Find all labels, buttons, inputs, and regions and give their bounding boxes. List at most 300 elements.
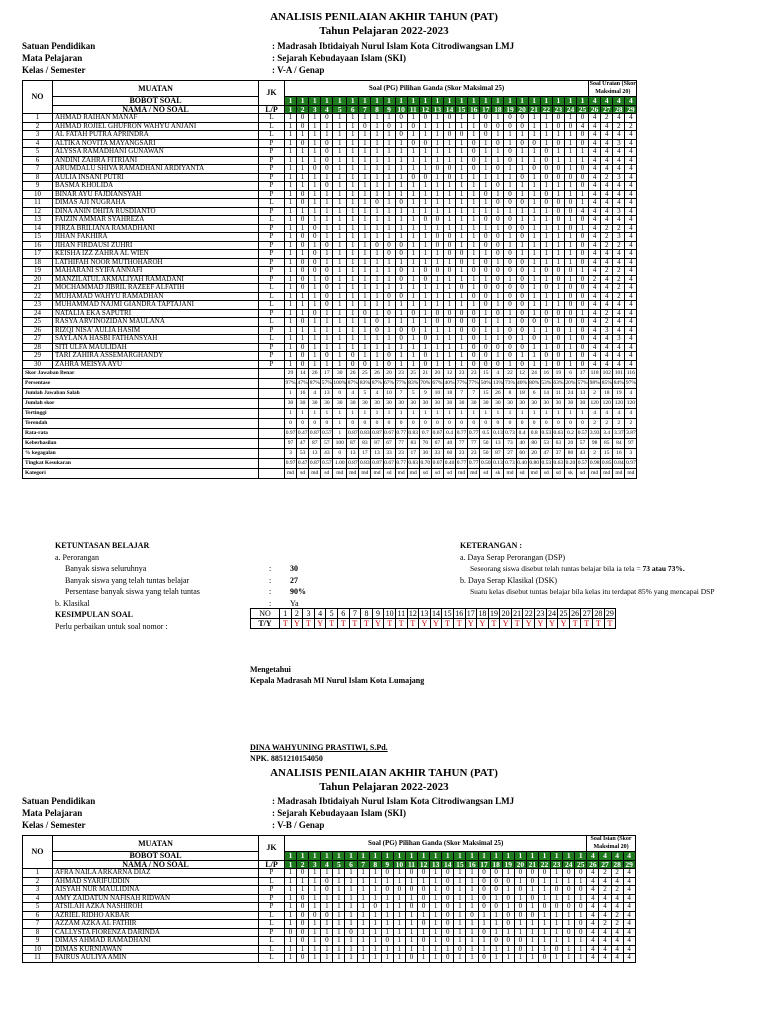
stat-cell: 5	[407, 389, 419, 399]
score-cell: 3	[601, 326, 613, 335]
score-table-2	[22, 835, 636, 963]
score-cell: 0	[552, 360, 564, 369]
score-cell: 1	[540, 216, 552, 225]
score-cell: 0	[577, 114, 589, 123]
student-name: ZAHRA MEISYA AYU	[53, 360, 259, 369]
score-cell: 1	[492, 207, 504, 216]
question-number: 1	[285, 105, 297, 114]
score-cell: 0	[528, 335, 540, 344]
score-cell: 0	[528, 139, 540, 148]
score-cell: 1	[357, 903, 369, 912]
score-cell: 1	[552, 156, 564, 165]
student-gender: L	[259, 292, 285, 301]
score-cell: 1	[492, 301, 504, 310]
score-cell: 0	[419, 335, 431, 344]
score-cell: 1	[393, 920, 405, 929]
ty-number-row	[251, 609, 616, 619]
score-cell: 0	[309, 250, 321, 259]
student-gender: P	[259, 309, 285, 318]
score-cell: 0	[538, 903, 550, 912]
score-cell: 1	[577, 267, 589, 276]
student-name: MUHAMMAD NAJMI GIANDRA TAPTAJANI	[53, 301, 259, 310]
score-cell: 4	[613, 301, 625, 310]
score-cell: 1	[431, 284, 443, 293]
question-number: 13	[430, 860, 442, 869]
score-cell: 4	[625, 318, 637, 327]
score-cell: 1	[526, 928, 538, 937]
score-cell: 1	[359, 190, 371, 199]
bobot-cell: 1	[502, 852, 514, 861]
score-cell: 0	[456, 318, 468, 327]
stat-cell: 40	[516, 439, 528, 449]
stat-cell: md	[395, 469, 407, 479]
stat-cell: 13	[492, 439, 504, 449]
score-cell: 0	[405, 954, 417, 963]
stat-cell: 7	[395, 389, 407, 399]
stat-cell: 20%	[564, 379, 576, 389]
stat-cell: 0	[516, 419, 528, 429]
score-cell: 0	[504, 301, 516, 310]
score-cell: 2	[601, 267, 613, 276]
score-cell: 1	[285, 886, 297, 895]
score-cell: 0	[514, 903, 526, 912]
ketuntasan-colon: :	[269, 575, 272, 585]
student-no: 17	[23, 250, 53, 259]
stat-cell: md	[456, 469, 468, 479]
stat-cell: 98%	[589, 379, 601, 389]
student-row	[23, 360, 637, 369]
stat-cell: md	[347, 469, 359, 479]
score-cell: 1	[492, 224, 504, 233]
score-cell: 1	[480, 275, 492, 284]
stat-cell: 73	[504, 439, 516, 449]
bobot-cell: 1	[405, 852, 417, 861]
stat-cell: 0.50	[480, 459, 492, 469]
nama-label: NAMA / NO SOAL	[53, 105, 259, 114]
score-cell: 1	[309, 241, 321, 250]
stat-cell: 30	[468, 399, 480, 409]
dsp-value: 73 atau 73%.	[642, 564, 685, 573]
question-number: 14	[443, 105, 455, 114]
score-cell: 1	[430, 894, 442, 903]
score-cell: 0	[321, 911, 333, 920]
score-cell: 1	[528, 148, 540, 157]
score-cell: 1	[528, 352, 540, 361]
score-cell: 0	[492, 360, 504, 369]
stat-cell: 0.84	[613, 459, 625, 469]
score-cell: 1	[285, 250, 297, 259]
score-cell: 1	[345, 886, 357, 895]
score-cell: 0	[456, 284, 468, 293]
student-gender: P	[259, 173, 285, 182]
score-cell: 0	[431, 267, 443, 276]
score-cell: 4	[623, 945, 635, 954]
score-cell: 0	[492, 275, 504, 284]
score-cell: 1	[333, 945, 345, 954]
score-cell: 1	[443, 182, 455, 191]
question-number: 25	[577, 105, 589, 114]
stat-cell: 30	[480, 399, 492, 409]
question-number: 19	[502, 860, 514, 869]
score-cell: 1	[431, 122, 443, 131]
stat-cell: sd	[321, 469, 333, 479]
stat-cell: 30	[309, 399, 321, 409]
stat-cell: 1	[419, 409, 431, 419]
score-cell: 0	[490, 937, 502, 946]
student-gender: P	[259, 352, 285, 361]
score-cell: 1	[466, 954, 478, 963]
score-cell: 0	[381, 869, 393, 878]
score-cell: 1	[371, 335, 383, 344]
score-cell: 4	[613, 258, 625, 267]
score-cell: 1	[492, 114, 504, 123]
question-number: 17	[478, 860, 490, 869]
score-cell: 1	[369, 945, 381, 954]
stat-cell: 13	[577, 389, 589, 399]
question-number: 9	[381, 860, 393, 869]
score-cell: 1	[563, 911, 575, 920]
score-cell: 0	[369, 903, 381, 912]
stat-cell: 80%	[528, 379, 540, 389]
score-cell: 0	[551, 886, 563, 895]
stat-cell: 1	[285, 409, 297, 419]
score-cell: 1	[381, 911, 393, 920]
stat-cell: 100%	[333, 379, 347, 389]
score-cell: 0	[575, 869, 587, 878]
stat-cell: 0.97	[285, 429, 297, 439]
stat-blank	[259, 389, 285, 399]
stat-cell: 0	[504, 419, 516, 429]
score-cell: 1	[345, 911, 357, 920]
score-cell: 1	[369, 920, 381, 929]
ty-value: Y	[523, 619, 535, 629]
score-cell: 1	[297, 877, 309, 886]
score-cell: 0	[297, 216, 309, 225]
score-cell: 1	[516, 216, 528, 225]
score-cell: 0	[309, 224, 321, 233]
score-cell: 1	[371, 224, 383, 233]
score-cell: 0	[297, 343, 309, 352]
score-cell: 1	[456, 233, 468, 242]
score-cell: 0	[577, 233, 589, 242]
score-cell: 4	[589, 318, 601, 327]
score-cell: 1	[443, 148, 455, 157]
bobot-cell: 1	[297, 97, 309, 106]
score-cell: 4	[625, 343, 637, 352]
score-cell: 1	[540, 182, 552, 191]
score-cell: 4	[623, 920, 635, 929]
stat-cell: 0	[371, 419, 383, 429]
student-gender: L	[259, 122, 285, 131]
score-cell: 0	[443, 165, 455, 174]
score-cell: 4	[601, 199, 613, 208]
score-cell: 1	[418, 954, 430, 963]
ty-value: Y	[314, 619, 326, 629]
stat-cell: 30	[492, 399, 504, 409]
stat-cell: 30	[333, 399, 347, 409]
stat-cell: 23	[395, 449, 407, 459]
score-cell: 4	[587, 869, 599, 878]
student-row	[23, 131, 637, 140]
stat-cell: 0.53	[540, 429, 552, 439]
score-cell: 0	[492, 241, 504, 250]
stat-cell: 3.37	[613, 429, 625, 439]
stat-cell: 1	[309, 409, 321, 419]
score-cell: 0	[309, 309, 321, 318]
question-number: 26	[587, 860, 599, 869]
score-cell: 1	[538, 928, 550, 937]
score-cell: 1	[297, 207, 309, 216]
student-row	[23, 928, 636, 937]
score-cell: 1	[285, 233, 297, 242]
score-cell: 1	[407, 352, 419, 361]
score-cell: 1	[395, 301, 407, 310]
student-name: AZRIEL RIDHO AKBAR	[53, 911, 259, 920]
stat-cell: 0.67	[431, 459, 443, 469]
score-cell: 0	[431, 233, 443, 242]
ty-number: 21	[513, 609, 522, 618]
ty-number: 3	[303, 609, 315, 619]
score-cell: 1	[381, 928, 393, 937]
score-cell: 1	[321, 894, 333, 903]
score-cell: 0	[540, 352, 552, 361]
score-cell: 1	[456, 216, 468, 225]
score-cell: 0	[395, 131, 407, 140]
student-gender: L	[259, 945, 285, 954]
score-cell: 1	[333, 301, 347, 310]
question-number: 6	[347, 105, 359, 114]
score-cell: 1	[407, 267, 419, 276]
score-cell: 1	[551, 877, 563, 886]
score-cell: 1	[333, 122, 347, 131]
score-cell: 1	[309, 199, 321, 208]
stat-cell: 0.87	[309, 459, 321, 469]
score-cell: 0	[516, 122, 528, 131]
score-cell: 0	[577, 139, 589, 148]
stat-cell: 1	[540, 409, 552, 419]
dsp-label: a. Daya Serap Perorangan (DSP)	[460, 552, 566, 562]
score-cell: 0	[419, 216, 431, 225]
score-cell: 1	[333, 326, 347, 335]
stat-row	[23, 369, 637, 379]
score-cell: 1	[514, 877, 526, 886]
stat-cell: 4	[492, 369, 504, 379]
stat-cell: 26	[347, 369, 359, 379]
student-gender: L	[259, 937, 285, 946]
score-cell: 0	[407, 139, 419, 148]
student-no: 8	[23, 928, 53, 937]
score-cell: 1	[333, 165, 347, 174]
score-cell: 0	[577, 343, 589, 352]
ketuntasan-key: Banyak siswa yang telah tuntas belajar	[65, 575, 190, 585]
score-cell: 1	[297, 945, 309, 954]
score-cell: 1	[357, 869, 369, 878]
student-gender: L	[259, 199, 285, 208]
bobot-row	[23, 852, 636, 861]
stat-cell: 2	[589, 419, 601, 429]
score-cell: 1	[359, 131, 371, 140]
score-cell: 1	[492, 352, 504, 361]
score-cell: 1	[309, 148, 321, 157]
student-no: 3	[23, 886, 53, 895]
score-cell: 0	[492, 165, 504, 174]
bobot-label: BOBOT SOAL	[53, 97, 259, 106]
score-cell: 1	[480, 173, 492, 182]
question-number: 10	[395, 105, 407, 114]
score-table	[22, 80, 637, 479]
score-cell: 1	[480, 309, 492, 318]
score-cell: 1	[383, 267, 395, 276]
score-cell: 1	[359, 148, 371, 157]
score-cell: 1	[540, 233, 552, 242]
stat-cell: 0	[456, 419, 468, 429]
student-gender: L	[259, 301, 285, 310]
score-cell: 1	[551, 911, 563, 920]
score-cell: 1	[395, 284, 407, 293]
score-cell: 1	[563, 894, 575, 903]
score-cell: 0	[577, 335, 589, 344]
score-cell: 1	[528, 309, 540, 318]
score-cell: 4	[625, 207, 637, 216]
score-cell: 0	[504, 199, 516, 208]
score-cell: 1	[347, 139, 359, 148]
score-cell: 4	[601, 352, 613, 361]
score-cell: 4	[589, 207, 601, 216]
score-cell: 1	[456, 148, 468, 157]
score-cell: 4	[589, 343, 601, 352]
score-cell: 1	[443, 292, 455, 301]
score-cell: 1	[393, 903, 405, 912]
score-cell: 1	[369, 886, 381, 895]
score-cell: 0	[443, 131, 455, 140]
stat-label: Skor Jawaban Benar	[23, 369, 259, 379]
score-cell: 1	[321, 343, 333, 352]
score-cell: 1	[381, 920, 393, 929]
score-cell: 4	[625, 335, 637, 344]
score-cell: 1	[369, 911, 381, 920]
klasikal-label: b. Klasikal	[55, 598, 90, 608]
stat-cell: sd	[552, 469, 564, 479]
score-cell: 1	[456, 173, 468, 182]
stat-cell: 30	[456, 399, 468, 409]
score-cell: 1	[514, 928, 526, 937]
score-cell: 1	[528, 250, 540, 259]
score-cell: 1	[383, 216, 395, 225]
ty-value: T	[384, 619, 396, 629]
score-cell: 0	[514, 937, 526, 946]
score-cell: 0	[383, 241, 395, 250]
score-cell: 1	[371, 207, 383, 216]
student-row	[23, 292, 637, 301]
score-cell: 0	[321, 114, 333, 123]
bobot-cell: 1	[431, 97, 443, 106]
stat-cell: 1	[552, 409, 564, 419]
stat-cell: 13	[347, 449, 359, 459]
score-cell: 1	[309, 928, 321, 937]
student-no: 3	[23, 131, 53, 140]
stat-cell: 67	[383, 439, 395, 449]
score-cell: 1	[478, 945, 490, 954]
score-cell: 1	[333, 343, 347, 352]
score-cell: 4	[587, 945, 599, 954]
score-cell: 0	[552, 326, 564, 335]
score-cell: 1	[333, 903, 345, 912]
score-cell: 1	[468, 182, 480, 191]
score-cell: 1	[347, 343, 359, 352]
score-cell: 1	[309, 877, 321, 886]
score-cell: 1	[551, 869, 563, 878]
score-cell: 0	[442, 920, 454, 929]
ty-number: 17	[466, 609, 475, 618]
bobot-cell: 1	[563, 852, 575, 861]
score-cell: 1	[347, 182, 359, 191]
score-cell: 1	[528, 284, 540, 293]
score-cell: 1	[540, 131, 552, 140]
score-cell: 0	[480, 284, 492, 293]
score-cell: 0	[442, 886, 454, 895]
score-cell: 1	[430, 903, 442, 912]
score-cell: 1	[333, 937, 345, 946]
score-cell: 1	[419, 284, 431, 293]
stat-cell: sd	[297, 469, 309, 479]
student-row	[23, 911, 636, 920]
question-number: 23	[551, 860, 563, 869]
score-cell: 1	[309, 173, 321, 182]
stat-cell: 53	[540, 439, 552, 449]
stat-cell: 15	[601, 449, 613, 459]
bobot-cell: 1	[468, 97, 480, 106]
score-cell: 1	[321, 309, 333, 318]
stat-cell: 84%	[613, 379, 625, 389]
stat-row	[23, 419, 637, 429]
score-cell: 0	[321, 284, 333, 293]
student-row	[23, 173, 637, 182]
ty-number: 18	[478, 609, 487, 618]
student-row	[23, 199, 637, 208]
score-cell: 4	[613, 216, 625, 225]
score-cell: 1	[468, 233, 480, 242]
score-cell: 1	[359, 233, 371, 242]
stat-cell: md	[613, 469, 625, 479]
stat-cell: 3	[625, 449, 637, 459]
score-cell: 0	[516, 343, 528, 352]
score-cell: 1	[395, 122, 407, 131]
score-cell: 0	[468, 309, 480, 318]
score-cell: 1	[419, 258, 431, 267]
score-cell: 0	[492, 250, 504, 259]
score-cell: 4	[601, 156, 613, 165]
stat-row	[23, 399, 637, 409]
student-gender: P	[259, 928, 285, 937]
student-name: MOCHAMMAD JIBRIL RAZEEF ALFATIH	[53, 284, 259, 293]
score-cell: 1	[456, 122, 468, 131]
score-cell: 1	[407, 114, 419, 123]
score-cell: 1	[359, 343, 371, 352]
stat-cell: 21	[419, 369, 431, 379]
stat-cell: md	[504, 469, 516, 479]
score-cell: 1	[528, 182, 540, 191]
score-cell: 1	[309, 937, 321, 946]
score-cell: 0	[321, 937, 333, 946]
student-no: 26	[23, 326, 53, 335]
score-cell: 0	[504, 258, 516, 267]
score-cell: 1	[552, 284, 564, 293]
score-cell: 1	[333, 250, 347, 259]
score-cell: 0	[395, 114, 407, 123]
uraian-header: Soal Uraian (Skor Maksimal 20)	[589, 81, 636, 95]
score-cell: 4	[625, 165, 637, 174]
score-cell: 1	[383, 148, 395, 157]
